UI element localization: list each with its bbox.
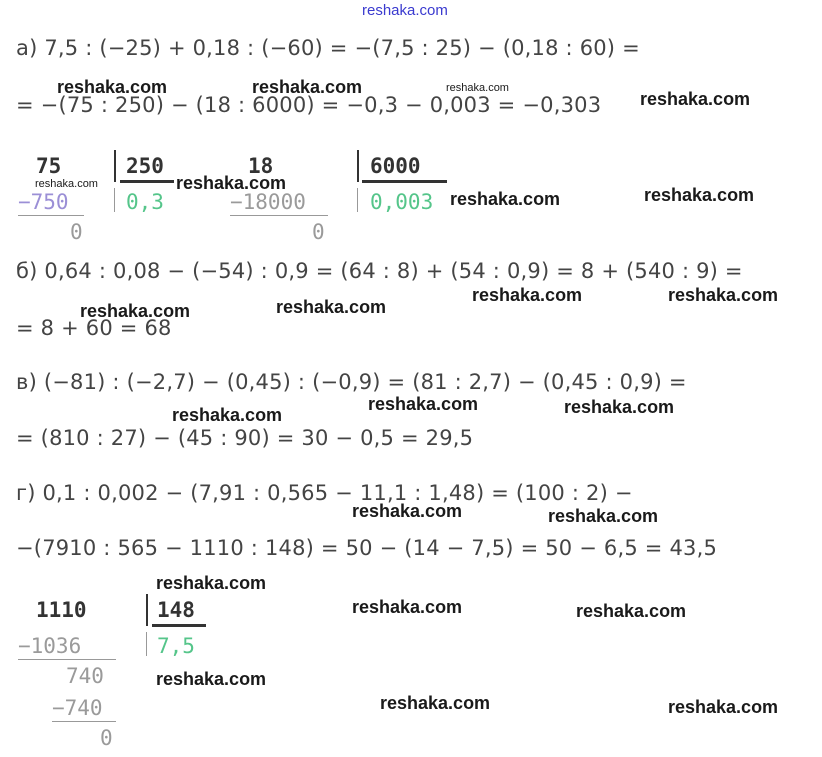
div2-divisor-line — [362, 180, 447, 183]
watermark: reshaka.com — [156, 669, 267, 689]
watermark: reshaka.com — [80, 301, 191, 321]
div2-divisor: 6000 — [370, 154, 421, 178]
problem-a-line2: = −(75 : 250) − (18 : 6000) = −0,3 − 0,003 = −0,303 — [16, 93, 602, 117]
div3-subtrahend-2: −740 — [52, 696, 103, 720]
div1-divisor: 250 — [126, 154, 164, 178]
watermark: reshaka.com — [35, 178, 98, 190]
watermark: reshaka.com — [668, 285, 779, 305]
watermark: reshaka.com — [548, 506, 659, 526]
div3-remainder: 0 — [100, 726, 113, 750]
div3-quotient: 7,5 — [157, 634, 195, 658]
watermark: reshaka.com — [472, 285, 583, 305]
watermark: reshaka.com — [668, 697, 779, 717]
div1-quotient: 0,3 — [126, 190, 164, 214]
div2-remainder: 0 — [312, 220, 325, 244]
top-watermark: reshaka.com — [362, 2, 448, 19]
watermark: reshaka.com — [57, 77, 168, 97]
watermark: reshaka.com — [576, 601, 687, 621]
watermark: reshaka.com — [368, 394, 479, 414]
div1-divisor-line — [120, 180, 174, 183]
div3-sub-line-2 — [52, 721, 116, 722]
div1-dividend: 75 — [36, 154, 62, 178]
div1-remainder: 0 — [70, 220, 83, 244]
watermark: reshaka.com — [176, 173, 287, 193]
div2-divider-vertical — [357, 150, 359, 182]
problem-g-line1: г) 0,1 : 0,002 − (7,91 : 0,565 − 11,1 : 1,48) = (100 : 2) − — [16, 481, 633, 505]
div3-subtrahend-1: −1036 — [18, 634, 82, 658]
problem-g-line2: −(7910 : 565 − 1110 : 148) = 50 − (14 − 7,5) = 50 − 6,5 = 43,5 — [16, 536, 718, 560]
problem-v-line1: в) (−81) : (−2,7) − (0,45) : (−0,9) = (81 : 2,7) − (0,45 : 0,9) = — [16, 370, 687, 394]
watermark: reshaka.com — [172, 405, 283, 425]
watermark: reshaka.com — [640, 89, 751, 109]
watermark: reshaka.com — [252, 77, 363, 97]
watermark: reshaka.com — [156, 573, 267, 593]
div3-sub-line-1 — [18, 659, 116, 660]
div2-dividend: 18 — [248, 154, 274, 178]
problem-b-line2: = 8 + 60 = 68 — [16, 316, 172, 340]
div2-sub-line — [230, 215, 328, 216]
div2-quotient: 0,003 — [370, 190, 434, 214]
div3-dividend: 1110 — [36, 598, 87, 622]
div3-divider-vertical — [146, 594, 148, 626]
div3-partial-remainder: 740 — [66, 664, 104, 688]
watermark: reshaka.com — [446, 82, 509, 94]
div1-divider-vertical — [114, 150, 116, 182]
problem-a-line1: а) 7,5 : (−25) + 0,18 : (−60) = −(7,5 : 25) − (0,18 : 60) = — [16, 36, 640, 60]
div2-quotient-bar — [357, 188, 358, 212]
watermark: reshaka.com — [352, 501, 463, 521]
watermark: reshaka.com — [380, 693, 491, 713]
watermark: reshaka.com — [276, 297, 387, 317]
watermark: reshaka.com — [564, 397, 675, 417]
problem-v-line2: = (810 : 27) − (45 : 90) = 30 − 0,5 = 29,5 — [16, 426, 474, 450]
div2-subtrahend: −18000 — [230, 190, 306, 214]
div3-quotient-bar — [146, 632, 147, 656]
watermark: reshaka.com — [644, 185, 755, 205]
problem-b-line1: б) 0,64 : 0,08 − (−54) : 0,9 = (64 : 8) + (54 : 0,9) = 8 + (540 : 9) = — [16, 259, 743, 283]
div3-divisor: 148 — [157, 598, 195, 622]
div1-subtrahend: −750 — [18, 190, 69, 214]
div3-divisor-line — [152, 624, 206, 627]
div1-quotient-bar — [114, 188, 115, 212]
watermark: reshaka.com — [352, 597, 463, 617]
div1-sub-line — [18, 215, 84, 216]
watermark: reshaka.com — [450, 189, 561, 209]
